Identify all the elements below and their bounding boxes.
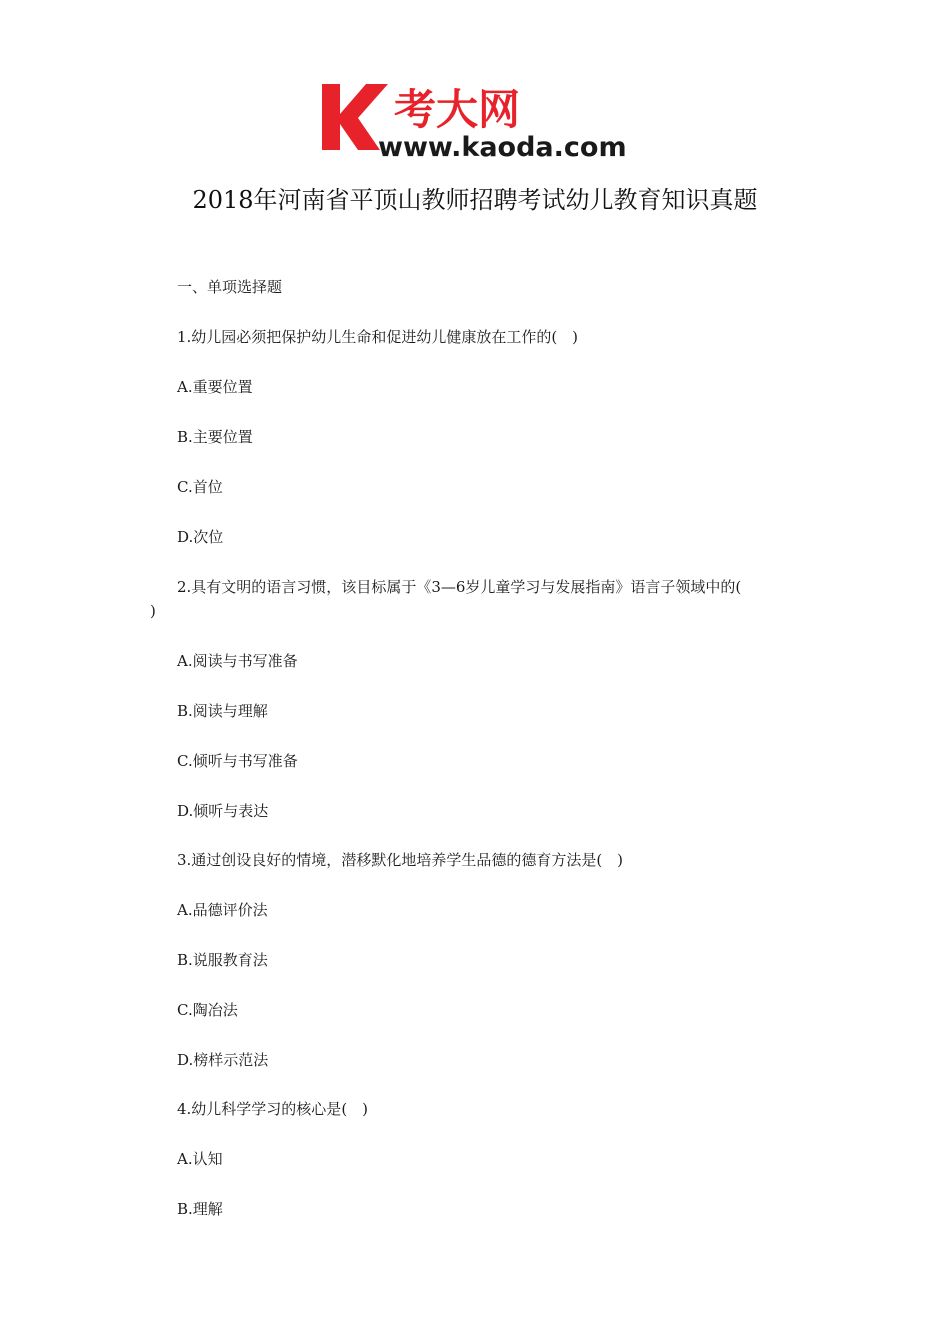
logo-url-text: www.kaoda.com [378,132,627,162]
question-1-option-c: C.首位 [177,478,223,496]
question-1-option-d: D.次位 [177,528,224,546]
kaoda-logo [318,80,640,162]
question-4-option-b: B.理解 [177,1200,223,1218]
question-4-stem: 4.幼儿科学学习的核心是( ) [177,1100,369,1118]
question-1-option-b: B.主要位置 [177,428,253,446]
question-3-option-b: B.说服教育法 [177,951,268,969]
section-heading: 一、单项选择题 [177,278,283,296]
question-1-stem: 1.幼儿园必须把保护幼儿生命和促进幼儿健康放在工作的( ) [177,328,579,346]
question-4-option-a: A.认知 [177,1150,223,1168]
question-2-stem: 2.具有文明的语言习惯，该目标属于《3—6岁儿童学习与发展指南》语言子领域中的( [177,578,742,596]
question-1-option-a: A.重要位置 [177,378,253,396]
question-2-option-c: C.倾听与书写准备 [177,752,298,770]
question-3-option-c: C.陶冶法 [177,1001,238,1019]
question-2-stem-tail: ) [150,602,156,620]
question-3-option-d: D.榜样示范法 [177,1051,269,1069]
question-3-option-a: A.品德评价法 [177,901,268,919]
kaoda-logo-icon [318,80,640,162]
question-3-stem: 3.通过创设良好的情境，潜移默化地培养学生品德的德育方法是( ) [177,851,624,869]
question-2-option-a: A.阅读与书写准备 [177,652,298,670]
question-2-option-b: B.阅读与理解 [177,702,268,720]
logo-cn-text: 考大网 [394,85,521,134]
question-2-option-d: D.倾听与表达 [177,802,269,820]
page-title: 2018年河南省平顶山教师招聘考试幼儿教育知识真题 [192,186,758,214]
